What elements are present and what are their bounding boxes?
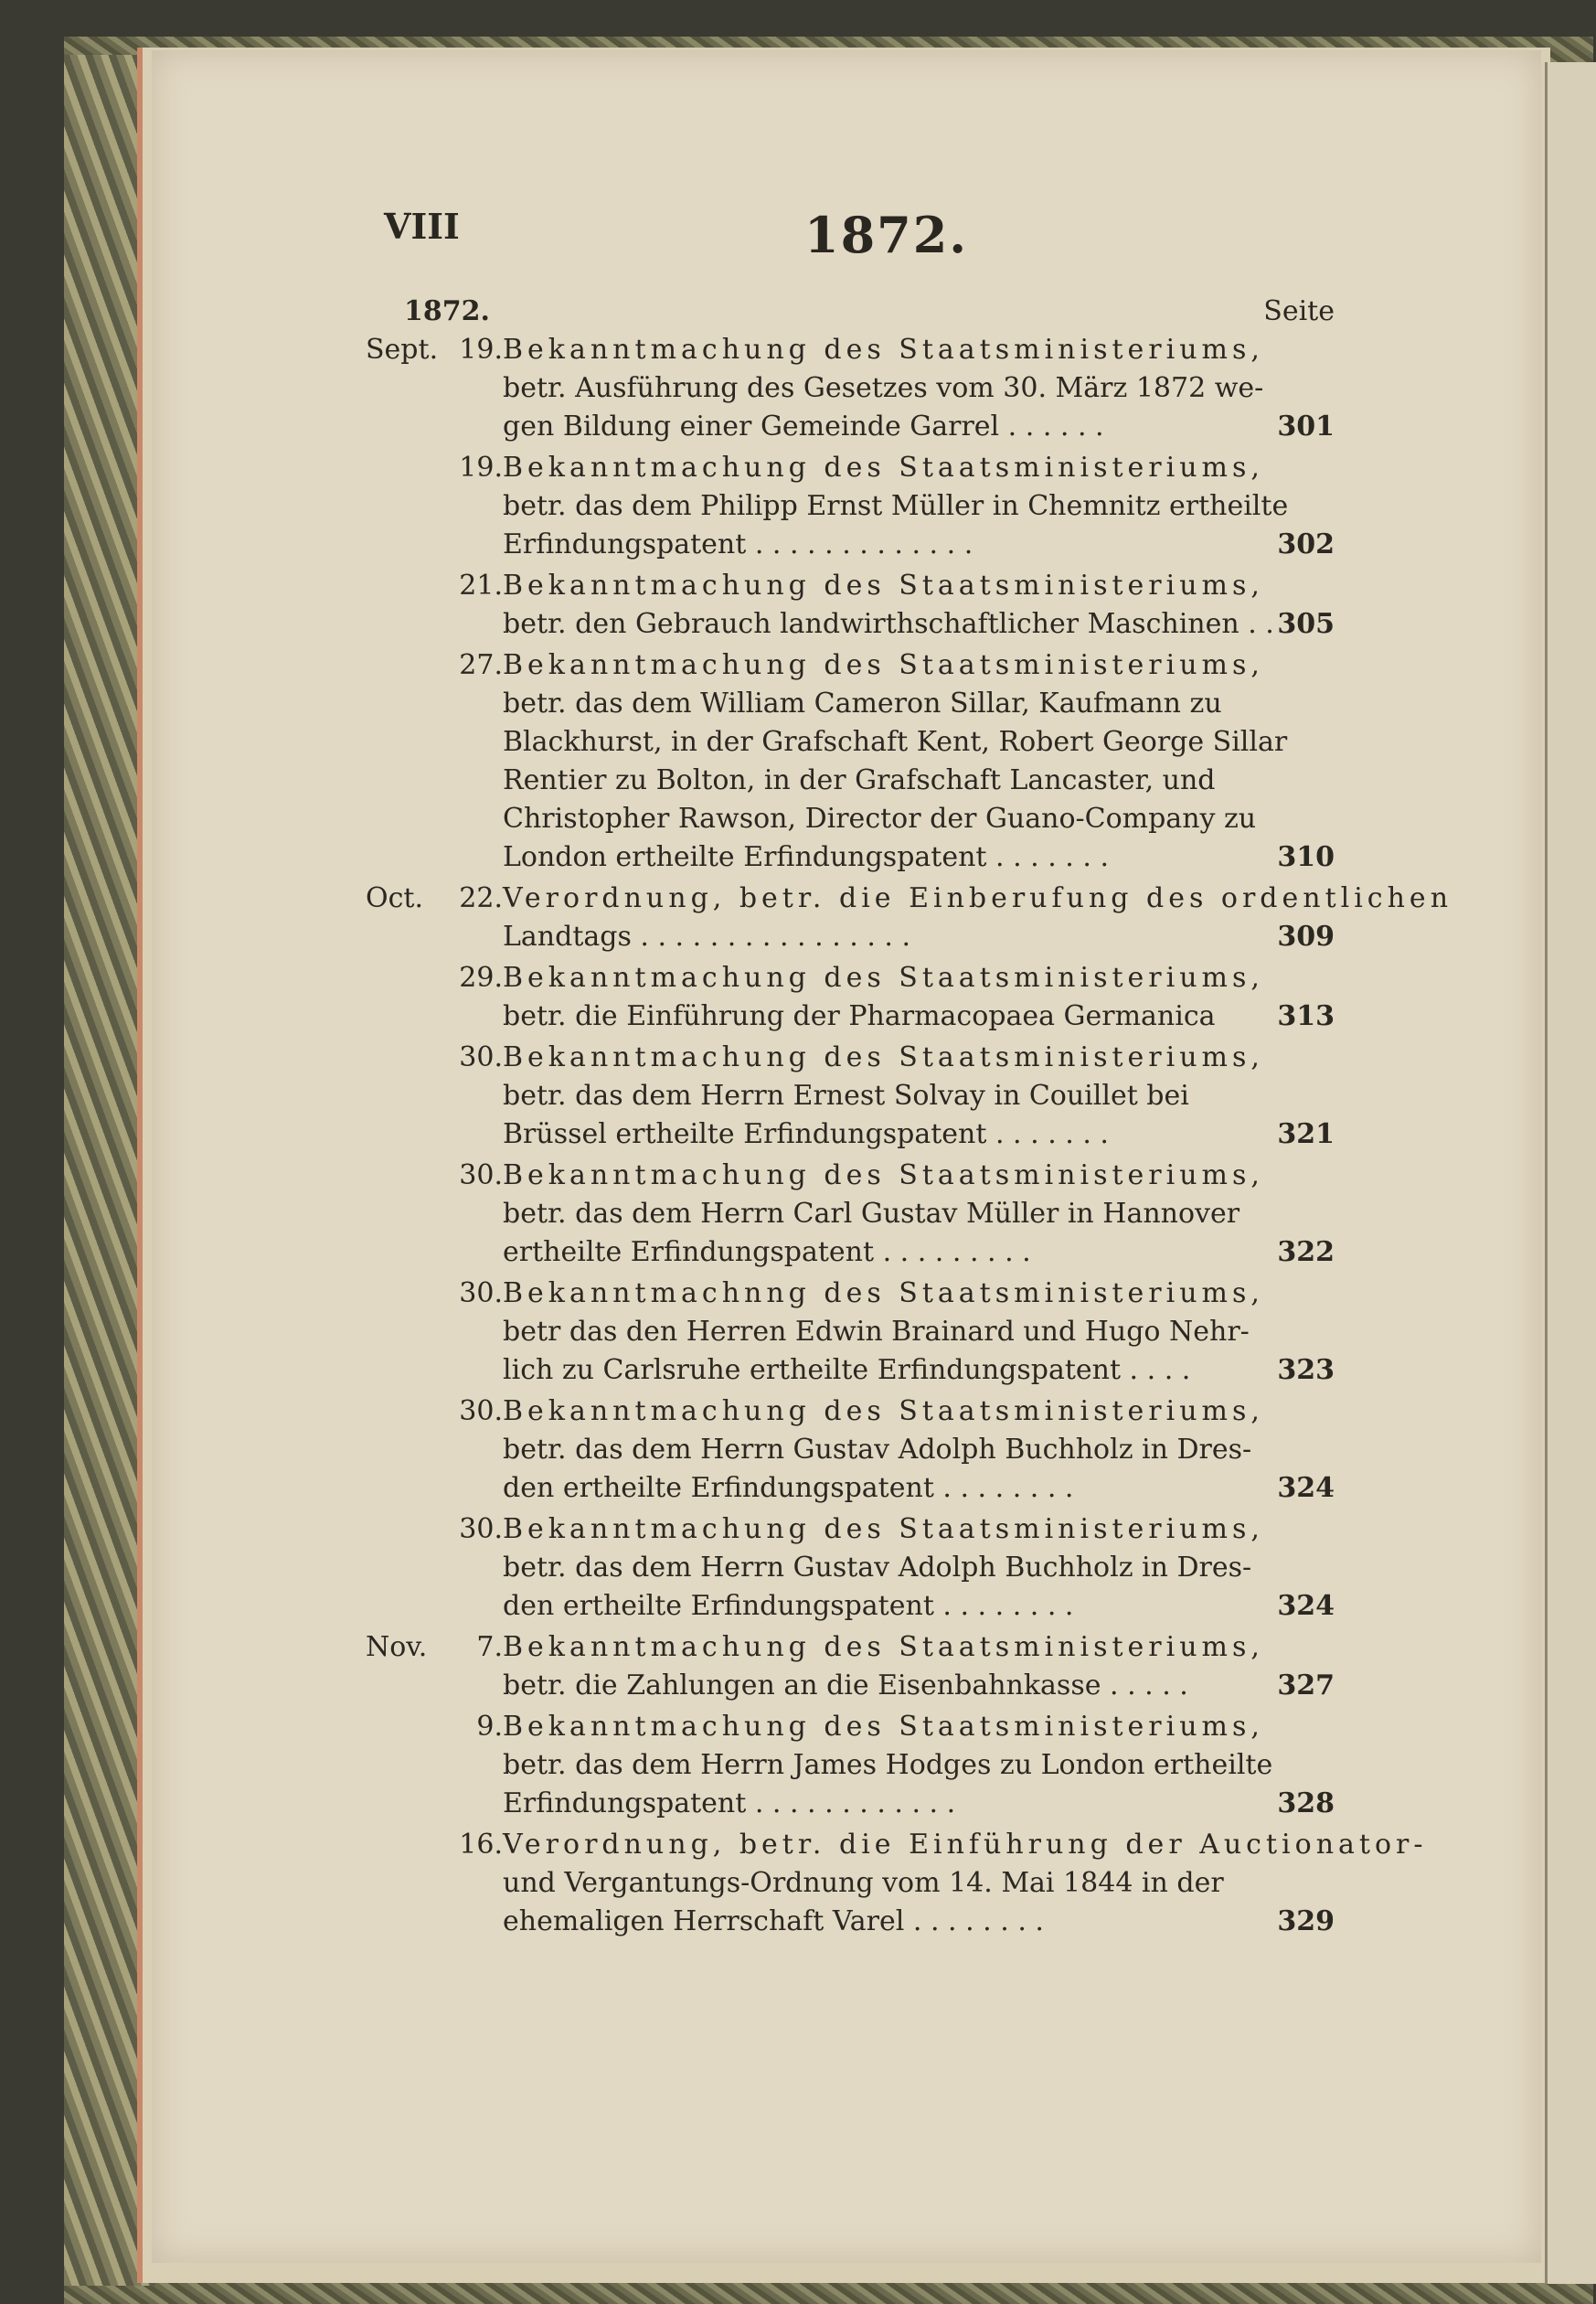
entry-text: [503, 567, 1274, 644]
entry-line: Bekanntmachung des Staatsministeriums,: [503, 1711, 1264, 1743]
entry-line: Bekanntmachung des Staatsministeriums,: [503, 1395, 1264, 1427]
entry-text: [503, 1275, 1264, 1390]
entry-page-number: 301: [1277, 411, 1335, 443]
page-title-year: 1872.: [804, 206, 969, 264]
entry-line: betr. das dem Herrn James Hodges zu London ertheilte: [503, 1749, 1273, 1781]
entry-text: [503, 1708, 1273, 1823]
entry-page-number: 302: [1277, 528, 1335, 560]
entry-text: [503, 331, 1264, 446]
entry-date: [366, 331, 503, 369]
entry-date: [366, 1708, 503, 1746]
entry-date: [366, 1392, 503, 1431]
entry-line: Bekanntmachung des Staatsministeriums,: [503, 334, 1264, 366]
entry-date: [366, 1510, 503, 1549]
list-item: [366, 880, 1453, 956]
entry-day: 16.: [459, 1829, 503, 1861]
entry-line: Brüssel ertheilte Erfindungspatent . . . . . . .: [503, 1118, 1109, 1150]
page-number-roman: VIII: [384, 206, 460, 247]
entry-line: Verordnung, betr. die Einberufung des ordentlichen: [503, 882, 1453, 914]
entry-line: betr. das dem Herrn Ernest Solvay in Couillet bei: [503, 1080, 1189, 1112]
entry-date: [366, 1628, 503, 1667]
entry-page-number: 324: [1277, 1472, 1335, 1504]
list-item: [366, 1708, 1335, 1823]
entry-line: betr. das dem William Cameron Sillar, Kaufmann zu: [503, 688, 1222, 720]
entry-date: [366, 880, 503, 918]
entry-day: 7.: [476, 1631, 503, 1663]
entry-page-number: 313: [1277, 1000, 1335, 1032]
entry-line: Bekanntmachung des Staatsministeriums,: [503, 962, 1264, 994]
entry-line: und Vergantungs-Ordnung vom 14. Mai 1844 in der: [503, 1867, 1224, 1899]
table-of-contents: [366, 293, 1453, 1944]
entry-line: betr. das dem Herrn Gustav Adolph Buchholz in Dres-: [503, 1552, 1252, 1584]
entry-day: 29.: [459, 962, 503, 994]
entry-line: betr. die Zahlungen an die Eisenbahnkasse . . . . .: [503, 1669, 1188, 1701]
list-item: [366, 1275, 1335, 1390]
column-headers: [366, 293, 1335, 331]
entry-line: betr. Ausführung des Gesetzes vom 30. März 1872 we-: [503, 372, 1264, 404]
entry-day: 30.: [459, 1395, 503, 1427]
entry-line: Erfindungspatent . . . . . . . . . . . . .: [503, 528, 974, 560]
entry-line: Verordnung, betr. die Einführung der Auctionator-: [503, 1829, 1428, 1861]
entry-line: London ertheilte Erfindungspatent . . . . . . .: [503, 841, 1109, 873]
entry-line: Bekanntmachung des Staatsministeriums,: [503, 1041, 1264, 1073]
entry-date: [366, 959, 503, 997]
year-column-header: 1872.: [404, 295, 490, 327]
entry-line: betr. das dem Herrn Gustav Adolph Buchholz in Dres-: [503, 1434, 1252, 1466]
entry-page-number: 322: [1277, 1236, 1335, 1268]
page-header: [384, 206, 1298, 270]
entry-line: Bekanntmachung des Staatsministeriums,: [503, 452, 1264, 484]
entry-page-number: 329: [1277, 1905, 1335, 1937]
entry-date: [366, 567, 503, 605]
entry-page-number: 324: [1277, 1590, 1335, 1622]
entry-text: [503, 1039, 1264, 1154]
entry-line: Landtags . . . . . . . . . . . . . . . .: [503, 921, 911, 953]
list-item: [366, 1039, 1335, 1154]
entry-page-number: 310: [1277, 841, 1335, 873]
entry-line: Erfindungspatent . . . . . . . . . . . .: [503, 1787, 956, 1819]
entry-line: Bekanntmachung des Staatsministeriums,: [503, 649, 1264, 681]
entry-line: den ertheilte Erfindungspatent . . . . . . . .: [503, 1472, 1074, 1504]
entry-month: Oct.: [366, 882, 423, 914]
entry-text: [503, 1510, 1264, 1626]
entry-day: 27.: [459, 649, 503, 681]
entry-line: Bekanntmachung des Staatsministeriums,: [503, 1513, 1264, 1545]
list-item: [366, 1510, 1335, 1626]
list-item: [366, 449, 1335, 564]
facing-page-edge: [1545, 62, 1596, 2284]
entry-text: [503, 449, 1289, 564]
entry-text: [503, 959, 1264, 1036]
entry-line: lich zu Carlsruhe ertheilte Erfindungspatent . . . .: [503, 1354, 1191, 1386]
entry-day: 30.: [459, 1159, 503, 1191]
entry-date: [366, 1157, 503, 1195]
entry-day: 30.: [459, 1041, 503, 1073]
list-item: [366, 331, 1335, 446]
entry-line: ehemaligen Herrschaft Varel . . . . . . . .: [503, 1905, 1044, 1937]
entry-line: Bekanntmachung des Staatsministeriums,: [503, 570, 1264, 602]
entry-text: [503, 1157, 1264, 1272]
page-column-header: Seite: [1263, 295, 1335, 327]
list-item: [366, 1826, 1428, 1941]
list-item: [366, 567, 1335, 644]
entry-page-number: 305: [1277, 608, 1335, 640]
entry-date: [366, 449, 503, 487]
entry-text: [503, 1392, 1264, 1508]
entry-list: [366, 331, 1453, 1941]
entry-page-number: 327: [1277, 1669, 1335, 1701]
entry-day: 19.: [459, 334, 503, 366]
entry-text: [503, 1628, 1264, 1705]
entry-line: Rentier zu Bolton, in der Grafschaft Lancaster, und: [503, 764, 1216, 796]
entry-page-number: 328: [1277, 1787, 1335, 1819]
entry-month: Sept.: [366, 334, 439, 366]
entry-line: betr. die Einführung der Pharmacopaea Germanica: [503, 1000, 1216, 1032]
entry-line: Bekanntmachnng des Staatsministeriums,: [503, 1277, 1264, 1309]
entry-line: Bekanntmachung des Staatsministeriums,: [503, 1159, 1264, 1191]
entry-line: Bekanntmachung des Staatsministeriums,: [503, 1631, 1264, 1663]
list-item: [366, 959, 1335, 1036]
entry-line: betr. das dem Philipp Ernst Müller in Chemnitz ertheilte: [503, 490, 1289, 522]
entry-day: 9.: [476, 1711, 503, 1743]
entry-day: 30.: [459, 1513, 503, 1545]
entry-month: Nov.: [366, 1631, 428, 1663]
list-item: [366, 646, 1335, 877]
entry-line: Blackhurst, in der Grafschaft Kent, Robert George Sillar: [503, 726, 1288, 758]
entry-date: [366, 1275, 503, 1313]
entry-day: 21.: [459, 570, 503, 602]
entry-page-number: 309: [1277, 921, 1335, 953]
entry-day: 22.: [459, 882, 503, 914]
entry-day: 30.: [459, 1277, 503, 1309]
entry-line: gen Bildung einer Gemeinde Garrel . . . . . .: [503, 411, 1104, 443]
list-item: [366, 1392, 1335, 1508]
entry-line: Christopher Rawson, Director der Guano-Company zu: [503, 803, 1257, 835]
entry-line: ertheilte Erfindungspatent . . . . . . . . .: [503, 1236, 1031, 1268]
entry-page-number: 323: [1277, 1354, 1335, 1386]
entry-date: [366, 646, 503, 685]
entry-line: den ertheilte Erfindungspatent . . . . . . . .: [503, 1590, 1074, 1622]
entry-day: 19.: [459, 452, 503, 484]
list-item: [366, 1157, 1335, 1272]
entry-date: [366, 1826, 503, 1864]
entry-text: [503, 646, 1288, 877]
entry-page-number: 321: [1277, 1118, 1335, 1150]
entry-line: betr das den Herren Edwin Brainard und Hugo Nehr-: [503, 1316, 1250, 1348]
entry-line: betr. den Gebrauch landwirthschaftlicher Maschinen . .: [503, 608, 1274, 640]
list-item: [366, 1628, 1335, 1705]
entry-date: [366, 1039, 503, 1077]
entry-line: betr. das dem Herrn Carl Gustav Müller in Hannover: [503, 1198, 1240, 1230]
